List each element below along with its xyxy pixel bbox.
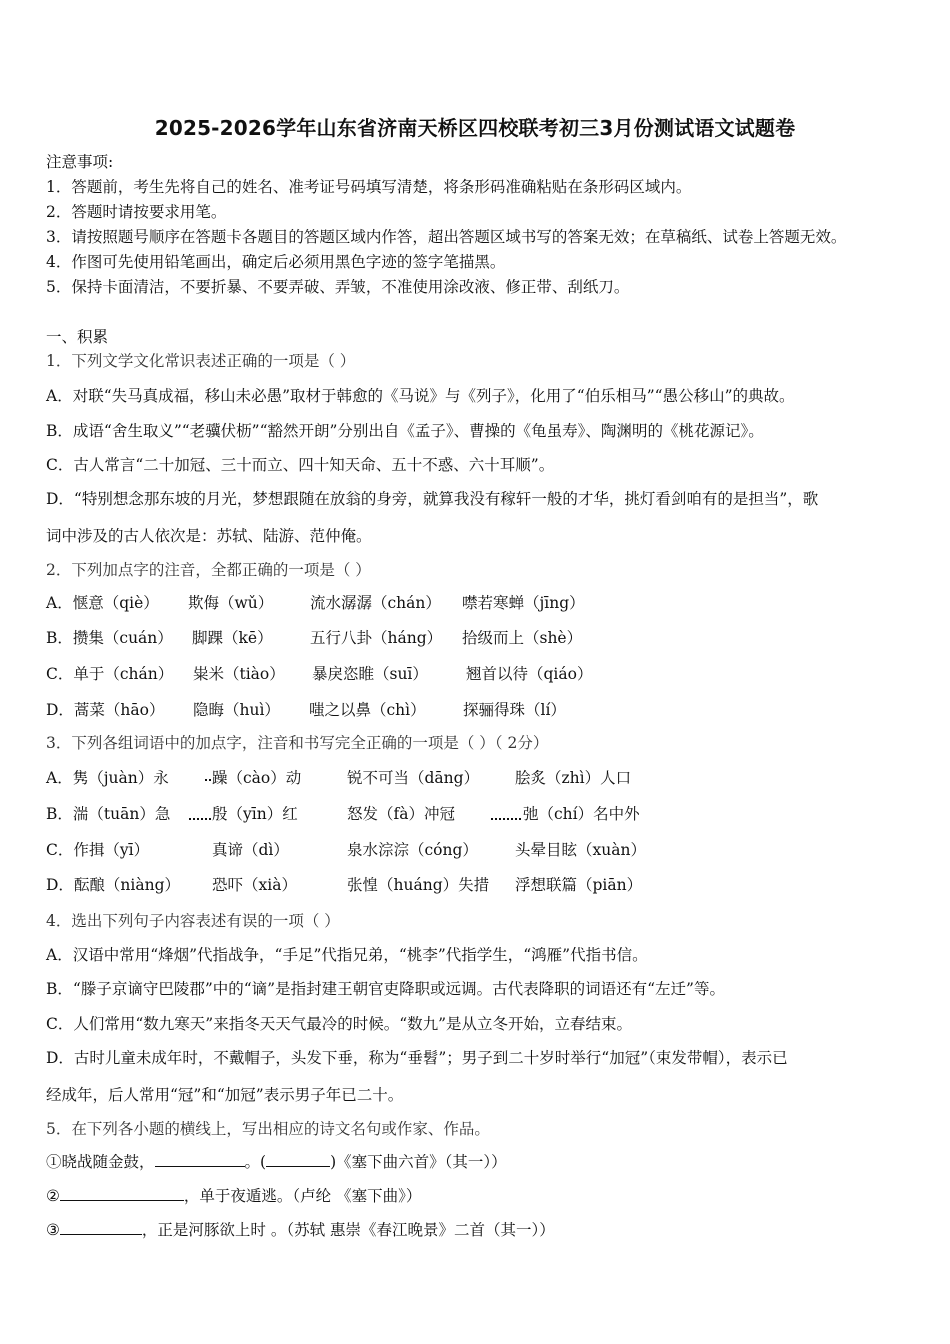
q5-item-2: [46, 1186, 421, 1206]
q2-b-3: 五行八卦（háng）: [310, 629, 443, 647]
q2-a-4: 噤若寒蝉（jīng）: [462, 594, 585, 612]
q3-a-4: 脍炙（zhì）人口: [515, 769, 632, 787]
q2-d-3: 嗤之以鼻（chì）: [309, 701, 426, 719]
notes-item: 2．答题时请按要求用笔。: [46, 203, 227, 221]
q1-option-b: B．成语“舍生取义”“老骥伏枥”“豁然开朗”分别出自《孟子》、曹操的《龟虽寿》、陶渊明的《桃花源记》。: [46, 422, 764, 440]
q5-item-1-text: ①晓战随金鼓，: [46, 1153, 155, 1171]
notes-item: 5．保持卡面清洁，不要折暴、不要弄破、弄皱，不准使用涂改液、修正带、刮纸刀。: [46, 278, 630, 296]
q3-c-2: 真谛（dì）: [212, 841, 289, 859]
q1-option-d: D．“特别想念那东坡的月光，梦想跟随在放翁的身旁，就算我没有稼轩一般的才华，挑灯看剑咱有的是担当”，歌: [46, 490, 819, 508]
q2-d-4: 探骊得珠（lí）: [463, 701, 566, 719]
answer-blank[interactable]: [155, 1152, 245, 1167]
q2-stem: 2．下列加点字的注音，全都正确的一项是（ ）: [46, 561, 371, 579]
q3-c-1: C．作揖（yī）: [46, 841, 150, 859]
q2-d-1: D．蒿菜（hāo）: [46, 701, 165, 719]
q4-option-b: B．“滕子京谪守巴陵郡”中的“谪”是指封建王朝官吏降职或远调。古代表降职的词语还有“左迁”等。: [46, 980, 725, 998]
notes-item: 3．请按照题号顺序在答题卡各题目的答题区域内作答，超出答题区域书写的答案无效；在草稿纸、试卷上答题无效。: [46, 228, 847, 246]
q3-c-4: 头晕目眩（xuàn）: [515, 841, 646, 859]
q2-b-2: 脚踝（kē）: [192, 629, 273, 647]
page-title: 2025-2026学年山东省济南天桥区四校联考初三3月份测试语文试题卷: [154, 116, 796, 140]
q3-d-2: 恐吓（xià）: [212, 876, 297, 894]
q2-a-3: 流水潺潺（chán）: [310, 594, 441, 612]
q5-stem: 5．在下列各小题的横线上，写出相应的诗文名句或作家、作品。: [46, 1120, 490, 1138]
q4-option-d-cont: 经成年，后人常用“冠”和“加冠”表示男子年已二十。: [46, 1086, 404, 1104]
q2-b-1: B．攒集（cuán）: [46, 629, 173, 647]
q5-item-1: [46, 1152, 507, 1172]
q3-d-1: D．酝酿（niàng）: [46, 876, 181, 894]
q1-option-c: C．古人常言“二十加冠、三十而立、四十知天命、五十不惑、六十耳顺”。: [46, 456, 555, 474]
notes-item: 1．答题前，考生先将自己的姓名、准考证号码填写清楚，将条形码准确粘贴在条形码区域内。: [46, 178, 692, 196]
q2-c-3: 暴戾恣睢（suī）: [312, 665, 428, 683]
q1-option-d-cont: 词中涉及的古人依次是：苏轼、陆游、范仲俺。: [46, 527, 372, 545]
q4-option-c: C．人们常用“数九寒天”来指冬天天气最冷的时候。“数九”是从立冬开始，立春结束。: [46, 1015, 633, 1033]
q2-d-2: 隐晦（huì）: [193, 701, 280, 719]
q3-a-2: 躁（cào）动: [212, 769, 302, 787]
q2-c-1: C．单于（chán）: [46, 665, 174, 683]
section-heading: 一、积累: [46, 328, 109, 346]
q2-a-1: A．惬意（qiè）: [46, 594, 159, 612]
q5-item-3: [46, 1220, 555, 1240]
q3-a-1: A．隽（juàn）永: [46, 769, 169, 787]
emphasis-dots: [189, 818, 211, 820]
q2-c-4: 翘首以待（qiáo）: [466, 665, 593, 683]
q3-b-3: 怒发（fà）冲冠: [347, 805, 455, 823]
q3-d-3: 张惶（huáng）失措: [347, 876, 490, 894]
q3-d-4: 浮想联篇（piān）: [515, 876, 643, 894]
q5-item-3-num: ③: [46, 1221, 60, 1239]
q3-c-3: 泉水淙淙（cóng）: [347, 841, 478, 859]
q3-b-4: 弛（chí）名中外: [523, 805, 640, 823]
q4-stem: 4．选出下列句子内容表述有误的一项（ ）: [46, 912, 340, 930]
emphasis-dots: [491, 818, 521, 820]
q4-option-a: A．汉语中常用“烽烟”代指战争，“手足”代指兄弟，“桃李”代指学生，“鸿雁”代指书信。: [46, 946, 648, 964]
q1-stem: 1．下列文学文化常识表述正确的一项是（ ）: [46, 352, 356, 370]
q3-b-2: 殷（yīn）红: [212, 805, 298, 823]
q2-c-2: 粜米（tiào）: [193, 665, 285, 683]
q5-item-2-num: ②: [46, 1187, 60, 1205]
answer-blank[interactable]: [60, 1186, 184, 1201]
emphasis-dot: [205, 779, 211, 781]
q5-item-2-text: ，单于夜遁逃。（卢纶 《塞下曲》）: [183, 1187, 422, 1205]
q3-b-1: B．湍（tuān）急: [46, 805, 171, 823]
q1-option-a: A．对联“失马真成福，移山未必愚”取材于韩愈的《马说》与《列子》，化用了“伯乐相马”“愚公移山”的典故。: [46, 387, 795, 405]
answer-blank[interactable]: [266, 1152, 330, 1167]
q3-stem: 3．下列各组词语中的加点字，注音和书写完全正确的一项是（ ）（ 2分）: [46, 734, 549, 752]
q5-item-3-text: ，正是河豚欲上时 。（苏轼 惠崇《春江晚景》二首（其一））: [141, 1221, 555, 1239]
q5-item-1-source: )《塞下曲六首》（其一））: [330, 1153, 507, 1171]
notes-heading: 注意事项:: [46, 153, 114, 171]
notes-item: 4．作图可先使用铅笔画出，确定后必须用黑色字迹的签字笔描黑。: [46, 253, 506, 271]
q3-a-3: 锐不可当（dāng）: [347, 769, 480, 787]
q5-item-1-sep: 。(: [244, 1153, 267, 1171]
q2-a-2: 欺侮（wǔ）: [188, 594, 274, 612]
q4-option-d: D．古时儿童未成年时，不戴帽子，头发下垂，称为“垂髫”；男子到二十岁时举行“加冠”（束发带帽），表示已: [46, 1049, 788, 1067]
answer-blank[interactable]: [60, 1220, 142, 1235]
q2-b-4: 拾级而上（shè）: [462, 629, 583, 647]
